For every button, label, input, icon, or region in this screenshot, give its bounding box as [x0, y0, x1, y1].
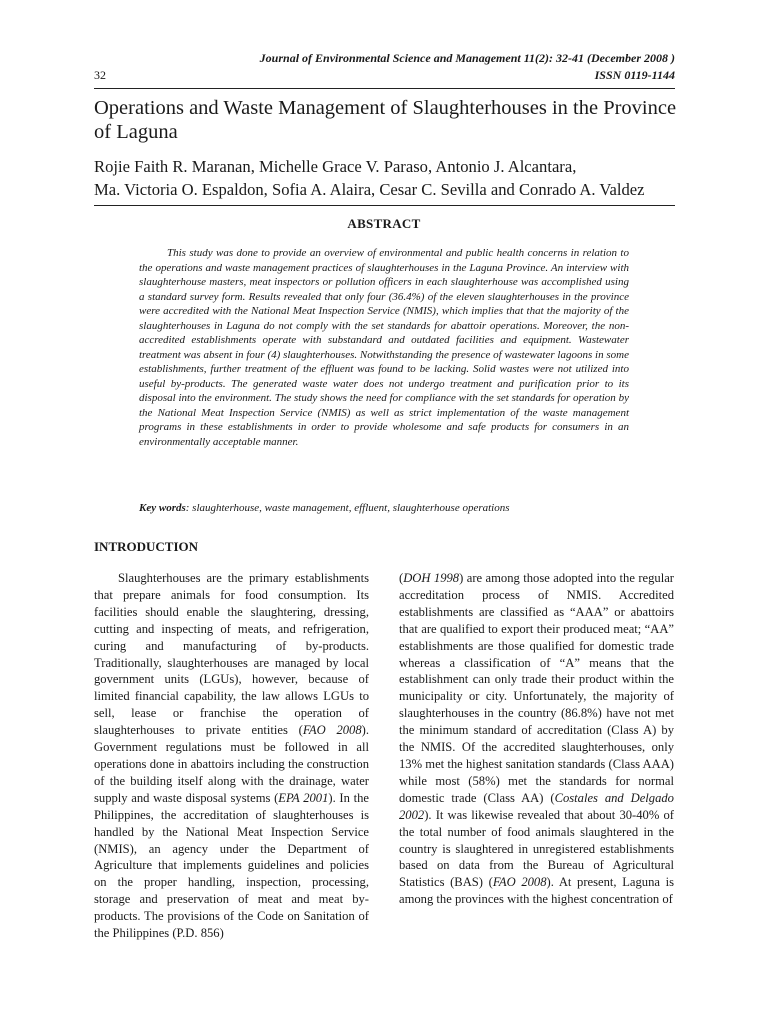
issn: ISSN 0119-1144 — [594, 68, 675, 82]
text-run: ( — [399, 571, 404, 585]
header-rule — [94, 88, 675, 89]
body-column-right — [399, 570, 674, 908]
text-run: ). At present, Laguna is among the provinces with the highest concentration of — [399, 875, 674, 907]
text-run: ) are among those adopted into the regular accreditation process of NMIS. Accredited establishments are classified as “AAA” or abattoirs that are qualified to export their produced meat; “AA” establishments are those qualified for domestic trade whereas a classification of “A” means that the establishment can only trade their product within the municipality or city. Unfortunately, the majority of slaughterhouses in the country (86.8%) have not met the minimum standard of accreditation (Class A) by the NMIS. Of the accredited slaughterhouses, only 13% met the highest sanitation standards (Class AAA) while most (58%) met the standards for normal domestic trade (Class AA) ( — [399, 571, 675, 805]
text-run: ). In the Philippines, the accreditation of slaughterhouses is handled by the National Meat Inspection Service (NMIS), an agency under the Department of Agriculture that implements guidelines and policies on the proper handling, inspection, processing, storage and preservation of meat and meat by-products. The provisions of the Code on Sanitation of the Philippines (P.D. 856) — [94, 790, 369, 941]
keywords-label: Key words — [139, 502, 186, 514]
body-column-left — [94, 570, 369, 942]
text-run: Slaughterhouses are the primary establishments that prepare animals for food consumption. Its facilities should enable the slaughtering, dressing, cutting and inspecting of meats, and refrigeration, curing and manufacturing of by-products. Traditionally, slaughterhouses are managed by local government units (LGUs), however, because of limited financial capability, the law allows LGUs to sell, lease or franchise the operation of slaughterhouses to private entities ( — [94, 571, 369, 738]
intro-paragraph-left — [94, 570, 369, 942]
page-number: 32 — [94, 68, 106, 82]
citation-costales-delgado-2002: Costales and Delgado 2002 — [399, 790, 674, 822]
keywords — [139, 501, 639, 515]
keywords-list: : slaughterhouse, waste management, effluent, slaughterhouse operations — [185, 502, 510, 514]
citation-epa-2001: EPA 2001 — [278, 790, 329, 805]
introduction-heading: INTRODUCTION — [94, 539, 199, 554]
text-run: ). It was likewise revealed that about 30-40% of the total number of food animals slaughtered in the country is slaughtered in unregistered establishments based on data from the Bureau of Agricultural Statistics (BAS) ( — [399, 807, 674, 890]
abstract-text: This study was done to provide an overview of environmental and public health concerns in relation to the operations and waste management practices of slaughterhouses in the Laguna Province. An interview with slaughterhouse masters, meat inspectors or pollution officers in each slaughterhouse was accomplished using a standard survey form. Results revealed that only four (36.4%) of the eleven slaughterhouses in the province were accredited with the National Meat Inspection Service (NMIS), which implies that that the majority of the slaughterhouses in Laguna do not comply with the set standards for abattoir operations. Moreover, the non-accredited establishments operate with substandard and outdated facilities and equipment. Wastewater treatment was absent in four (4) slaughterhouses. Notwithstanding the presence of wastewater lagoons in some establishments, further treatment of the effluent was found to be lacking. Solid wastes were not utilized into useful by-products. The generated waste water does not undergo treatment and purification prior to its disposal into the environment. The study shows the need for compliance with the set standards for operation by the National Meat Inspection Service (NMIS) as well as strict implementation of the waste management programs in these establishments in order to provide wholesome and safe products for consumers in an environmentally acceptable manner. — [139, 247, 629, 448]
author-line-1: Rojie Faith R. Maranan, Michelle Grace V. Paraso, Antonio J. Alcantara, — [94, 157, 577, 176]
article-title: Operations and Waste Management of Slaughterhouses in the Province of Laguna — [94, 97, 677, 143]
author-line-2: Ma. Victoria O. Espaldon, Sofia A. Alaira, Cesar C. Sevilla and Conrado A. Valdez — [94, 180, 645, 199]
authors-rule — [94, 205, 675, 206]
citation-fao-2008: FAO 2008 — [302, 723, 362, 738]
author-list — [94, 155, 694, 201]
citation-fao-2008: FAO 2008 — [492, 875, 547, 890]
text-run: ). Government regulations must be followed in all operations done in abattoirs including the construction of the building itself along with the drainage, water supply and waste disposal systems ( — [94, 723, 369, 805]
abstract-heading: ABSTRACT — [347, 216, 421, 231]
citation-doh-1998: DOH 1998 — [403, 571, 460, 585]
intro-paragraph-right — [399, 570, 674, 908]
journal-citation: Journal of Environmental Science and Management 11(2): 32-41 (December 2008 ) — [259, 51, 675, 65]
